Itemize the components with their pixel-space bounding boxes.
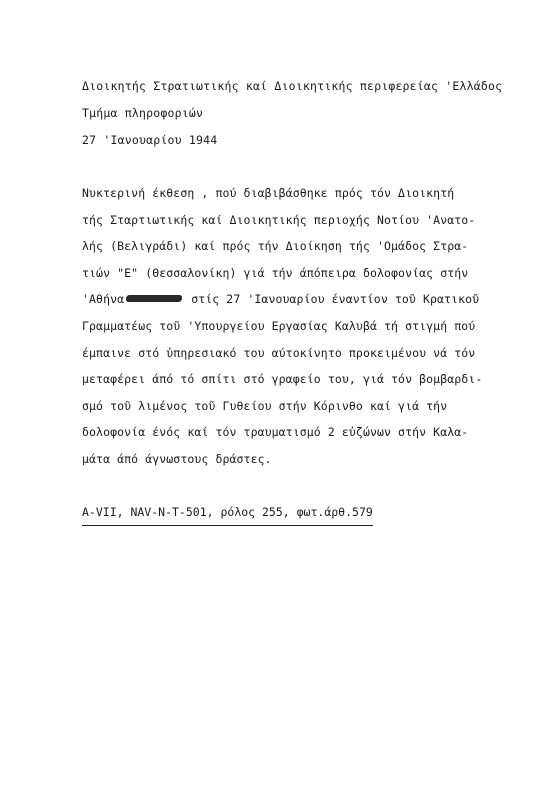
header-authority: Διοικητής Στρατιωτικής καί Διοικητικής περιφερείας 'Ελλάδος (82, 79, 503, 93)
body-line-10: δολοφονία ένός καί τόν τραυματισμό 2 εὐζώνων στήν Καλα- (82, 425, 469, 440)
body-line-3: λής (Βελιγράδι) καί πρός τήν Διοίκηση τής 'Ομάδος Στρα- (82, 239, 469, 254)
body-line-1: Νυκτερινή έκθεση , πού διαβιβάσθηκε πρός τόν Διοικητή (82, 186, 455, 200)
body-line-2: τής Σταρτιωτικής καί Διοικητικής περιοχής Νοτίου 'Ανατο- (82, 212, 476, 227)
archive-reference: A-VII, NAV-N-T-501, ρόλος 255, φωτ.άρθ.579 (82, 502, 373, 526)
body-line-6: Γραμματέως τοῦ 'Υπουργείου Εργασίας Καλυβά τή στιγμή πού (82, 318, 476, 333)
body-line-5-rest: στίς 27 'Ιανουαρίου έναντίον τοῦ Κρατικοῦ (191, 292, 480, 307)
body-line-5 (82, 286, 512, 313)
body-line-4: τιών "Ε" (Θεσσαλονίκη) γιά τήν άπόπειρα δολοφονίας στήν (82, 265, 469, 280)
body-line-9: σμό τοῦ λιμένος τοῦ Γυθείου στήν Κόρινθο καί γιά τήν (82, 398, 448, 413)
document-header (82, 73, 522, 154)
header-date: 27 'Ιανουαρίου 1944 (82, 133, 218, 147)
body-line-8: μεταφέρει άπό τό σπίτι στό γραφείο του, γιά τόν βομβαρδι- (82, 372, 483, 387)
redaction-mark (126, 295, 183, 302)
report-body (82, 180, 512, 473)
body-line-5-prefix: 'Αθήνα (82, 292, 125, 307)
body-line-7: έμπαινε στό ὑπηρεσιακό του αύτοκίνητο προκειμένου νά τόν (82, 345, 476, 360)
header-department: Τμήμα πληροφοριών (82, 106, 204, 120)
body-line-11: μάτα άπό άγνωστους δράστες. (82, 451, 272, 466)
